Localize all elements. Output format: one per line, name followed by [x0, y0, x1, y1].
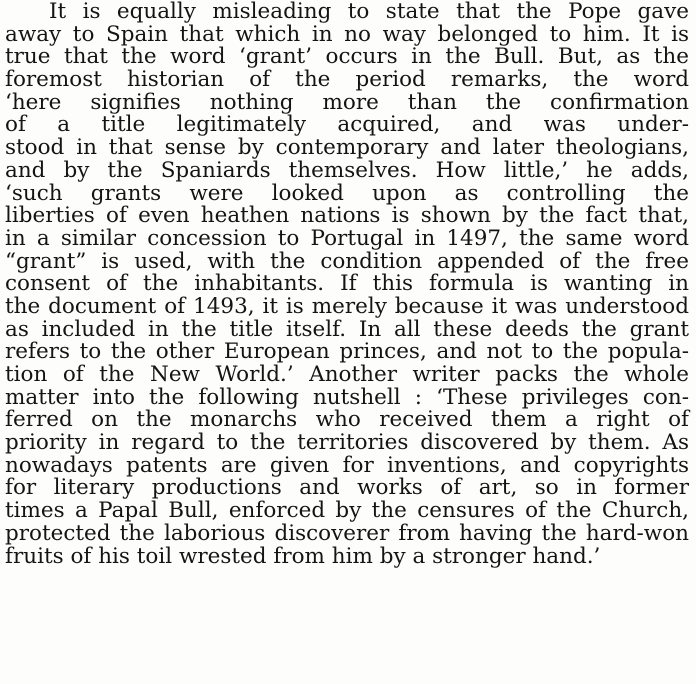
text-line: refers to the other European princes, and not to the popula-: [5, 339, 689, 365]
text-line: liberties of even heathen nations is shown by the fact that,: [5, 203, 689, 229]
text-line: the document of 1493, it is merely because it was understood: [5, 293, 689, 319]
text-line: ‘such grants were looked upon as controlling the: [5, 180, 689, 206]
text-line: priority in regard to the territories discovered by them. As: [5, 430, 689, 456]
text-line: “grant” is used, with the condition appended of the free: [5, 248, 689, 274]
text-line: foremost historian of the period remarks, the word: [5, 67, 689, 93]
text-line: away to Spain that which in no way belonged to him. It is: [5, 21, 689, 47]
text-line: ferred on the monarchs who received them a right of: [5, 407, 689, 433]
body-paragraph: [5, 1, 689, 568]
text-line: of a title legitimately acquired, and was under-: [5, 112, 689, 138]
text-line: protected the laborious discoverer from having the hard-won: [5, 520, 689, 546]
text-line: stood in that sense by contemporary and later theologians,: [5, 135, 689, 161]
text-line: It is equally misleading to state that the Pope gave: [49, 0, 689, 24]
text-line: fruits of his toil wrested from him by a stronger hand.’: [5, 543, 601, 569]
text-line: nowadays patents are given for inventions, and copyrights: [5, 452, 689, 478]
text-line: and by the Spaniards themselves. How little,’ he adds,: [5, 157, 689, 183]
text-line: as included in the title itself. In all these deeds the grant: [5, 316, 689, 342]
text-line: ‘here signifies nothing more than the confirmation: [5, 89, 689, 115]
text-line: for literary productions and works of art, so in former: [5, 475, 689, 501]
text-line: tion of the New World.’ Another writer packs the whole: [5, 362, 689, 387]
text-line: times a Papal Bull, enforced by the censures of the Church,: [5, 498, 689, 524]
text-line: matter into the following nutshell : ‘These privileges con-: [5, 384, 689, 410]
text-line: true that the word ‘grant’ occurs in the Bull. But, as the: [5, 44, 689, 70]
text-line: consent of the inhabitants. If this formula is wanting in: [5, 271, 689, 297]
text-line: in a similar concession to Portugal in 1497, the same word: [5, 225, 689, 251]
